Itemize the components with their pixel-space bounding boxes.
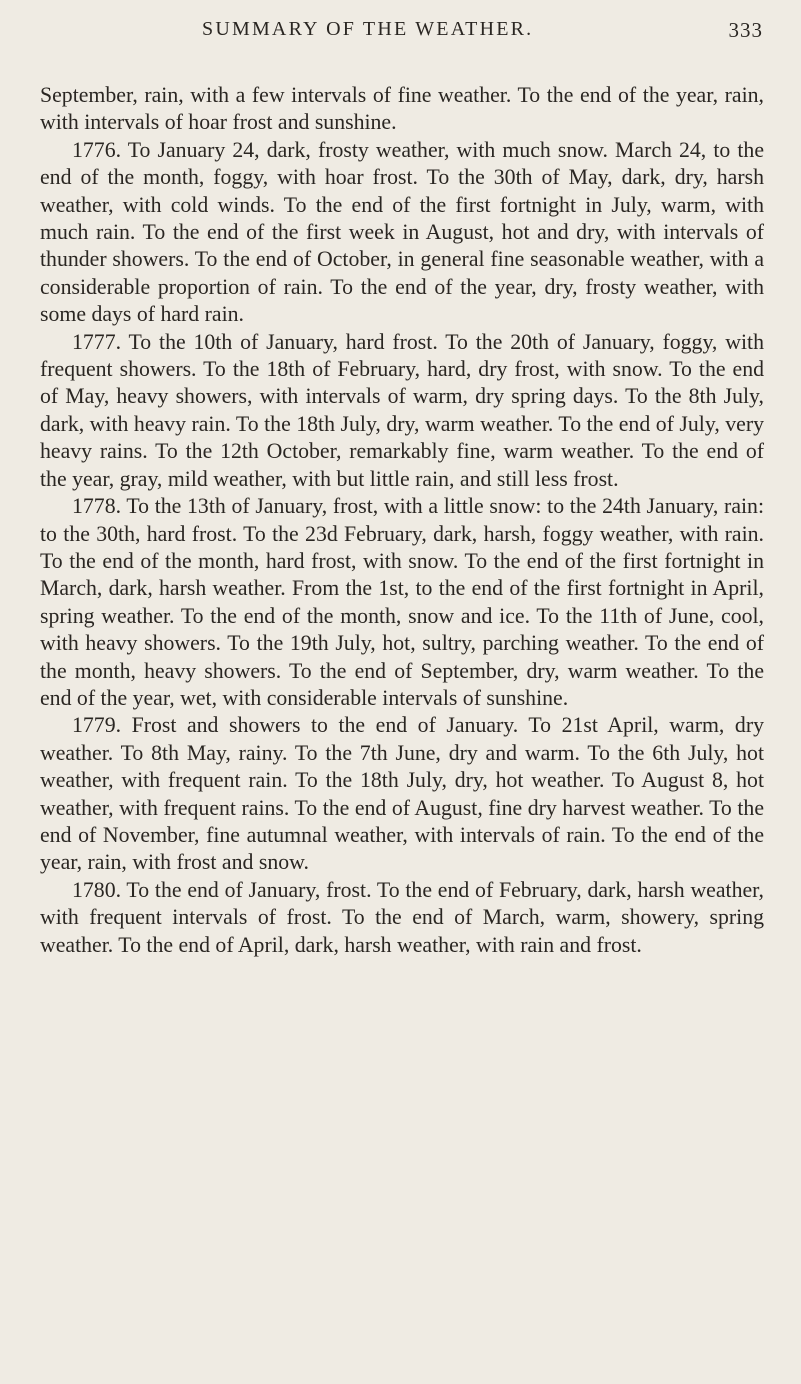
paragraph-1777: 1777. To the 10th of January, hard frost. To the 20th of January, foggy, with frequent showers. To the 18th of February, hard, dry frost, with snow. To the end of May, heavy showers, with intervals of warm, dry spring days. To the 8th July, dark, with heavy rain. To the 18th July, dry, warm weather. To the end of July, very heavy rains. To the 12th October, remarkably fine, warm weather. To the end of the year, gray, mild weather, with but little rain, and still less frost. xyxy=(40,329,764,491)
paragraph-1776: 1776. To January 24, dark, frosty weather, with much snow. March 24, to the end of the month, foggy, with hoar frost. To the 30th of May, dark, dry, harsh weather, with cold winds. To the end of the first fortnight in July, warm, with much rain. To the end of the first week in August, hot and dry, with intervals of thunder showers. To the end of October, in general fine seasonable weather, with a considerable proportion of rain. To the end of the year, dry, frosty weather, with some days of hard rain. xyxy=(40,137,764,327)
running-title: SUMMARY OF THE WEATHER. xyxy=(202,18,534,40)
page-number: 333 xyxy=(728,18,763,42)
paragraph-continuation: September, rain, with a few intervals of fine weather. To the end of the year, rain, with intervals of hoar frost and sunshine. xyxy=(40,83,764,135)
paragraph-1780: 1780. To the end of January, frost. To the end of February, dark, harsh weather, with frequent intervals of frost. To the end of March, warm, showery, spring weather. To the end of April, dark, harsh weather, with rain and frost. xyxy=(40,877,764,957)
running-head xyxy=(40,18,763,50)
paragraph-1778: 1778. To the 13th of January, frost, with a little snow: to the 24th January, rain: to the 30th, hard frost. To the 23d February, dark, harsh, foggy weather, with rain. To the end of the month, hard frost, with snow. To the end of the first fortnight in March, dark, harsh weather. From the 1st, to the end of the first fortnight in April, spring weather. To the end of the month, snow and ice. To the 11th of June, cool, with heavy showers. To the 19th July, hot, sultry, parching weather. To the end of the month, heavy showers. To the end of September, dry, warm weather. To the end of the year, wet, with considerable intervals of sunshine. xyxy=(40,494,764,710)
body-text xyxy=(40,82,764,959)
paragraph-1779: 1779. Frost and showers to the end of January. To 21st April, warm, dry weather. To 8th May, rainy. To the 7th June, dry and warm. To the 6th July, hot weather, with frequent rain. To the 18th July, dry, hot weather. To August 8, hot weather, with frequent rains. To the end of August, fine dry harvest weather. To the end of November, fine autumnal weather, with intervals of rain. To the end of the year, rain, with frost and snow. xyxy=(40,713,764,875)
